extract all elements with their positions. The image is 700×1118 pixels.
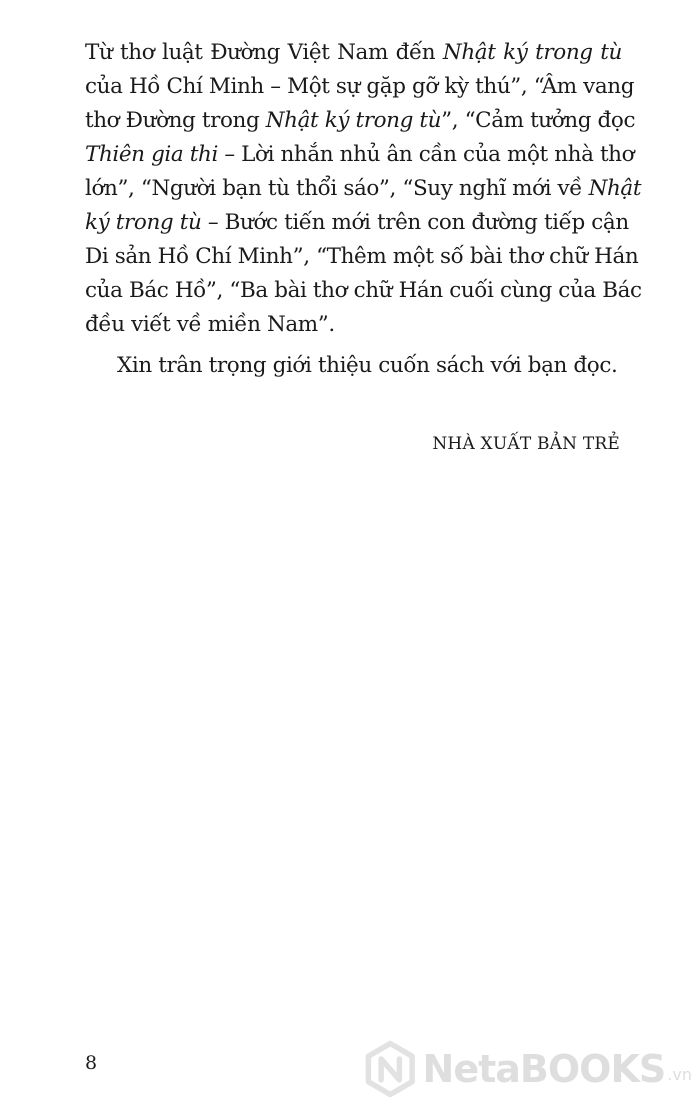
text-line <box>85 314 335 336</box>
italic-title: ký trong tù <box>85 210 202 235</box>
text-run: thơ Đường trong <box>85 108 266 133</box>
text-run: lớn”, “Người bạn tù thổi sáo”, “Suy nghĩ mới về <box>85 176 589 201</box>
italic-title: Nhật ký trong tù <box>442 40 622 65</box>
text-line <box>85 210 629 235</box>
text-run: – Lời nhắn nhủ ân cần của một nhà thơ <box>217 142 635 167</box>
text-line <box>85 74 635 99</box>
publisher-signature: NHÀ XUẤT BẢN TRẺ <box>432 434 620 454</box>
text-line <box>85 42 622 64</box>
page-number: 8 <box>85 1052 98 1074</box>
text-run: Từ thơ luật Đường Việt Nam đến <box>85 40 443 65</box>
closing-sentence: Xin trân trọng giới thiệu cuốn sách với bạn đọc. <box>117 353 618 378</box>
text-run: ”, “Cảm tưởng đọc <box>441 108 636 133</box>
text-run: của Bác Hồ”, “Ba bài thơ chữ Hán cuối cùng của Bác <box>85 278 642 303</box>
text-run: Di sản Hồ Chí Minh”, “Thêm một số bài thơ chữ Hán <box>85 244 639 269</box>
text-line <box>85 176 642 201</box>
text-run: – Bước tiến mới trên con đường tiếp cận <box>201 210 629 235</box>
italic-title: Nhật <box>588 176 642 201</box>
text-line <box>85 142 635 167</box>
italic-title: Thiên gia thi <box>85 142 218 167</box>
text-run: đều viết về miền Nam”. <box>85 312 335 337</box>
netabooks-n-logo-icon <box>362 1038 419 1100</box>
italic-title: Nhật ký trong tù <box>265 108 442 133</box>
watermark-brand: NetaBOOKS <box>422 1047 666 1091</box>
netabooks-watermark <box>362 1036 692 1102</box>
text-run: của Hồ Chí Minh – Một sự gặp gỡ kỳ thú”, “Âm vang <box>85 74 635 99</box>
text-line <box>85 244 639 269</box>
text-line <box>85 108 636 133</box>
watermark-suffix: .vn <box>667 1065 692 1084</box>
text-line <box>85 278 642 303</box>
